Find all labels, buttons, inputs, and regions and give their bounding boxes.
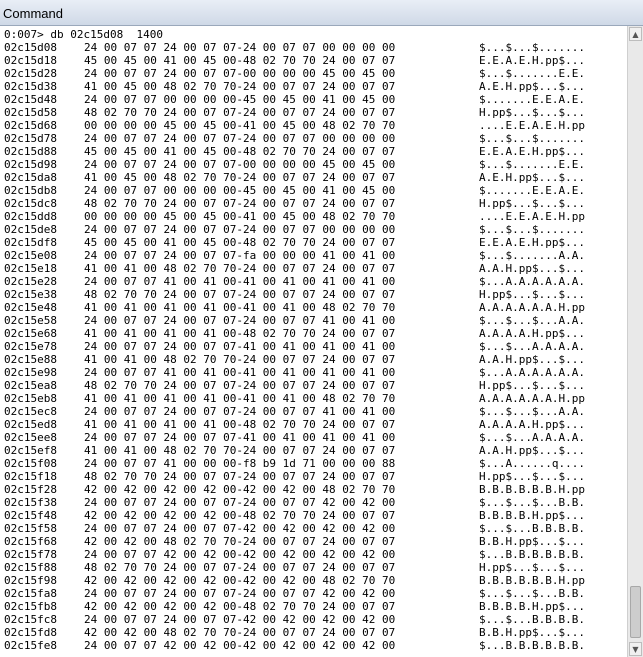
row-hex-bytes: 24 00 07 07 41 00 00 00-f8 b9 1d 71 00 00 00 88: [84, 457, 396, 470]
row-address: 02c15da8: [4, 171, 57, 184]
row-ascii: $...$.......E.E.: [479, 158, 585, 171]
row-address: 02c15d18: [4, 54, 57, 67]
row-ascii: $.......E.E.A.E.: [479, 184, 585, 197]
row-address: 02c15e18: [4, 262, 57, 275]
row-hex-bytes: 48 02 70 70 24 00 07 07-24 00 07 07 24 00 07 07: [84, 379, 396, 392]
row-hex-bytes: 42 00 42 00 42 00 42 00-48 02 70 70 24 00 07 07: [84, 509, 396, 522]
row-hex-bytes: 41 00 41 00 41 00 41 00-48 02 70 70 24 00 07 07: [84, 327, 396, 340]
row-address: 02c15d98: [4, 158, 57, 171]
row-hex-bytes: 24 00 07 07 41 00 41 00-41 00 41 00 41 00 41 00: [84, 275, 396, 288]
row-ascii: A.A.A.A.A.A.H.pp: [479, 392, 585, 405]
row-address: 02c15e68: [4, 327, 57, 340]
row-hex-bytes: 24 00 07 07 24 00 07 07-24 00 07 07 00 00 00 00: [84, 223, 396, 236]
row-hex-bytes: 42 00 42 00 48 02 70 70-24 00 07 07 24 00 07 07: [84, 626, 396, 639]
row-ascii: E.E.A.E.H.pp$...: [479, 236, 585, 249]
row-address: 02c15f38: [4, 496, 57, 509]
row-ascii: $...B.B.B.B.B.B.: [479, 639, 585, 652]
command-text: 0:007> db 02c15d08 1400: [4, 28, 163, 41]
row-ascii: A.A.A.A.A.A.H.pp: [479, 301, 585, 314]
row-hex-bytes: 41 00 45 00 48 02 70 70-24 00 07 07 24 00 07 07: [84, 171, 396, 184]
row-hex-bytes: 24 00 07 07 00 00 00 00-45 00 45 00 41 00 45 00: [84, 184, 396, 197]
row-ascii: H.pp$...$...$...: [479, 561, 585, 574]
row-address: 02c15f98: [4, 574, 57, 587]
row-address: 02c15f88: [4, 561, 57, 574]
row-address: 02c15e48: [4, 301, 57, 314]
row-hex-bytes: 48 02 70 70 24 00 07 07-24 00 07 07 24 00 07 07: [84, 197, 396, 210]
row-hex-bytes: 24 00 07 07 24 00 07 07-24 00 07 07 41 00 41 00: [84, 314, 396, 327]
row-ascii: B.B.B.B.H.pp$...: [479, 509, 585, 522]
row-ascii: ....E.E.A.E.H.pp: [479, 119, 585, 132]
row-ascii: A.E.H.pp$...$...: [479, 80, 585, 93]
row-ascii: $...$...B.B.B.B.: [479, 522, 585, 535]
row-hex-bytes: 42 00 42 00 42 00 42 00-42 00 42 00 48 02 70 70: [84, 483, 396, 496]
row-hex-bytes: 24 00 07 07 00 00 00 00-45 00 45 00 41 00 45 00: [84, 93, 396, 106]
row-ascii: $...$.......A.A.: [479, 249, 585, 262]
row-address: 02c15e28: [4, 275, 57, 288]
row-hex-bytes: 24 00 07 07 24 00 07 07-24 00 07 07 41 00 41 00: [84, 405, 396, 418]
row-address: 02c15f68: [4, 535, 57, 548]
window-title: Command: [3, 6, 63, 21]
row-hex-bytes: 24 00 07 07 24 00 07 07-41 00 41 00 41 00 41 00: [84, 340, 396, 353]
row-ascii: $...$...$...B.B.: [479, 587, 585, 600]
row-address: 02c15d08: [4, 41, 57, 54]
row-ascii: A.A.A.A.H.pp$...: [479, 327, 585, 340]
row-address: 02c15ea8: [4, 379, 57, 392]
row-ascii: H.pp$...$...$...: [479, 470, 585, 483]
row-ascii: B.B.H.pp$...$...: [479, 535, 585, 548]
row-hex-bytes: 41 00 41 00 48 02 70 70-24 00 07 07 24 00 07 07: [84, 262, 396, 275]
row-address: 02c15d28: [4, 67, 57, 80]
command-output[interactable]: [0, 26, 627, 657]
row-address: 02c15fd8: [4, 626, 57, 639]
row-address: 02c15e08: [4, 249, 57, 262]
scroll-up-icon[interactable]: ▲: [629, 27, 642, 41]
row-ascii: $...A.A.A.A.A.A.: [479, 366, 585, 379]
row-hex-bytes: 42 00 42 00 48 02 70 70-24 00 07 07 24 00 07 07: [84, 535, 396, 548]
scroll-down-icon[interactable]: ▼: [629, 642, 642, 656]
row-address: 02c15ed8: [4, 418, 57, 431]
row-hex-bytes: 24 00 07 07 24 00 07 07-42 00 42 00 42 00 42 00: [84, 613, 396, 626]
row-hex-bytes: 24 00 07 07 24 00 07 07-42 00 42 00 42 00 42 00: [84, 522, 396, 535]
row-address: 02c15fa8: [4, 587, 57, 600]
row-ascii: H.pp$...$...$...: [479, 379, 585, 392]
row-hex-bytes: 41 00 45 00 48 02 70 70-24 00 07 07 24 00 07 07: [84, 80, 396, 93]
row-address: 02c15f78: [4, 548, 57, 561]
row-address: 02c15ee8: [4, 431, 57, 444]
row-hex-bytes: 45 00 45 00 41 00 45 00-48 02 70 70 24 00 07 07: [84, 54, 396, 67]
row-ascii: B.B.B.B.B.B.H.pp: [479, 483, 585, 496]
row-hex-bytes: 41 00 41 00 41 00 41 00-41 00 41 00 48 02 70 70: [84, 301, 396, 314]
row-hex-bytes: 24 00 07 07 24 00 07 07-24 00 07 07 00 00 00 00: [84, 132, 396, 145]
row-ascii: $...$...$.......: [479, 223, 585, 236]
row-ascii: E.E.A.E.H.pp$...: [479, 145, 585, 158]
row-address: 02c15f08: [4, 457, 57, 470]
row-ascii: A.A.H.pp$...$...: [479, 353, 585, 366]
row-ascii: $.......E.E.A.E.: [479, 93, 585, 106]
row-address: 02c15db8: [4, 184, 57, 197]
row-ascii: H.pp$...$...$...: [479, 197, 585, 210]
row-hex-bytes: 00 00 00 00 45 00 45 00-41 00 45 00 48 02 70 70: [84, 119, 396, 132]
row-ascii: $...$...$...A.A.: [479, 314, 585, 327]
row-hex-bytes: 24 00 07 07 41 00 41 00-41 00 41 00 41 00 41 00: [84, 366, 396, 379]
row-ascii: $...$...$...B.B.: [479, 496, 585, 509]
scroll-thumb[interactable]: [630, 586, 641, 638]
row-ascii: $...A.A.A.A.A.A.: [479, 275, 585, 288]
row-address: 02c15ef8: [4, 444, 57, 457]
row-hex-bytes: 41 00 41 00 41 00 41 00-48 02 70 70 24 00 07 07: [84, 418, 396, 431]
row-address: 02c15eb8: [4, 392, 57, 405]
row-hex-bytes: 24 00 07 07 24 00 07 07-24 00 07 07 42 00 42 00: [84, 496, 396, 509]
row-address: 02c15df8: [4, 236, 57, 249]
row-ascii: H.pp$...$...$...: [479, 288, 585, 301]
row-hex-bytes: 24 00 07 07 24 00 07 07-24 00 07 07 00 00 00 00: [84, 41, 396, 54]
row-hex-bytes: 48 02 70 70 24 00 07 07-24 00 07 07 24 00 07 07: [84, 106, 396, 119]
row-ascii: $...$...$...A.A.: [479, 405, 585, 418]
row-ascii: B.B.B.B.H.pp$...: [479, 600, 585, 613]
row-hex-bytes: 41 00 41 00 48 02 70 70-24 00 07 07 24 00 07 07: [84, 444, 396, 457]
row-hex-bytes: 48 02 70 70 24 00 07 07-24 00 07 07 24 00 07 07: [84, 470, 396, 483]
row-address: 02c15fb8: [4, 600, 57, 613]
row-ascii: $...$...A.A.A.A.: [479, 431, 585, 444]
row-address: 02c15d88: [4, 145, 57, 158]
row-hex-bytes: 42 00 42 00 42 00 42 00-48 02 70 70 24 00 07 07: [84, 600, 396, 613]
row-ascii: $...$...$.......: [479, 132, 585, 145]
row-address: 02c15d78: [4, 132, 57, 145]
row-ascii: $...$...A.A.A.A.: [479, 340, 585, 353]
row-hex-bytes: 45 00 45 00 41 00 45 00-48 02 70 70 24 00 07 07: [84, 145, 396, 158]
row-hex-bytes: 24 00 07 07 24 00 07 07-24 00 07 07 42 00 42 00: [84, 587, 396, 600]
row-hex-bytes: 24 00 07 07 42 00 42 00-42 00 42 00 42 00 42 00: [84, 548, 396, 561]
row-address: 02c15fe8: [4, 639, 57, 652]
row-ascii: A.A.H.pp$...$...: [479, 444, 585, 457]
row-hex-bytes: 24 00 07 07 24 00 07 07-fa 00 00 00 41 00 41 00: [84, 249, 396, 262]
row-hex-bytes: 24 00 07 07 24 00 07 07-00 00 00 00 45 00 45 00: [84, 67, 396, 80]
row-ascii: E.E.A.E.H.pp$...: [479, 54, 585, 67]
row-ascii: ....E.E.A.E.H.pp: [479, 210, 585, 223]
row-ascii: $...$...$.......: [479, 41, 585, 54]
row-address: 02c15d68: [4, 119, 57, 132]
row-ascii: $...$.......E.E.: [479, 67, 585, 80]
row-address: 02c15e88: [4, 353, 57, 366]
row-ascii: A.A.A.A.H.pp$...: [479, 418, 585, 431]
row-ascii: B.B.H.pp$...$...: [479, 626, 585, 639]
row-hex-bytes: 24 00 07 07 24 00 07 07-00 00 00 00 45 00 45 00: [84, 158, 396, 171]
window-titlebar: [0, 0, 643, 26]
row-address: 02c15ec8: [4, 405, 57, 418]
row-address: 02c15e38: [4, 288, 57, 301]
row-address: 02c15fc8: [4, 613, 57, 626]
command-line: [4, 28, 163, 41]
row-address: 02c15dd8: [4, 210, 57, 223]
row-address: 02c15f48: [4, 509, 57, 522]
row-address: 02c15e58: [4, 314, 57, 327]
row-hex-bytes: 24 00 07 07 42 00 42 00-42 00 42 00 42 00 42 00: [84, 639, 396, 652]
row-hex-bytes: 41 00 41 00 48 02 70 70-24 00 07 07 24 00 07 07: [84, 353, 396, 366]
row-hex-bytes: 48 02 70 70 24 00 07 07-24 00 07 07 24 00 07 07: [84, 561, 396, 574]
vertical-scrollbar[interactable]: [627, 26, 643, 657]
row-ascii: $...B.B.B.B.B.B.: [479, 548, 585, 561]
row-address: 02c15f28: [4, 483, 57, 496]
row-address: 02c15f18: [4, 470, 57, 483]
row-hex-bytes: 48 02 70 70 24 00 07 07-24 00 07 07 24 00 07 07: [84, 288, 396, 301]
row-hex-bytes: 42 00 42 00 42 00 42 00-42 00 42 00 48 02 70 70: [84, 574, 396, 587]
row-address: 02c15de8: [4, 223, 57, 236]
row-address: 02c15d48: [4, 93, 57, 106]
row-address: 02c15e98: [4, 366, 57, 379]
row-ascii: A.E.H.pp$...$...: [479, 171, 585, 184]
row-hex-bytes: 24 00 07 07 24 00 07 07-41 00 41 00 41 00 41 00: [84, 431, 396, 444]
row-address: 02c15d38: [4, 80, 57, 93]
row-ascii: H.pp$...$...$...: [479, 106, 585, 119]
row-hex-bytes: 45 00 45 00 41 00 45 00-48 02 70 70 24 00 07 07: [84, 236, 396, 249]
row-hex-bytes: 41 00 41 00 41 00 41 00-41 00 41 00 48 02 70 70: [84, 392, 396, 405]
row-ascii: B.B.B.B.B.B.H.pp: [479, 574, 585, 587]
row-hex-bytes: 00 00 00 00 45 00 45 00-41 00 45 00 48 02 70 70: [84, 210, 396, 223]
row-ascii: $...A......q....: [479, 457, 585, 470]
row-address: 02c15e78: [4, 340, 57, 353]
row-address: 02c15f58: [4, 522, 57, 535]
row-address: 02c15dc8: [4, 197, 57, 210]
row-ascii: A.A.H.pp$...$...: [479, 262, 585, 275]
row-ascii: $...$...B.B.B.B.: [479, 613, 585, 626]
row-address: 02c15d58: [4, 106, 57, 119]
